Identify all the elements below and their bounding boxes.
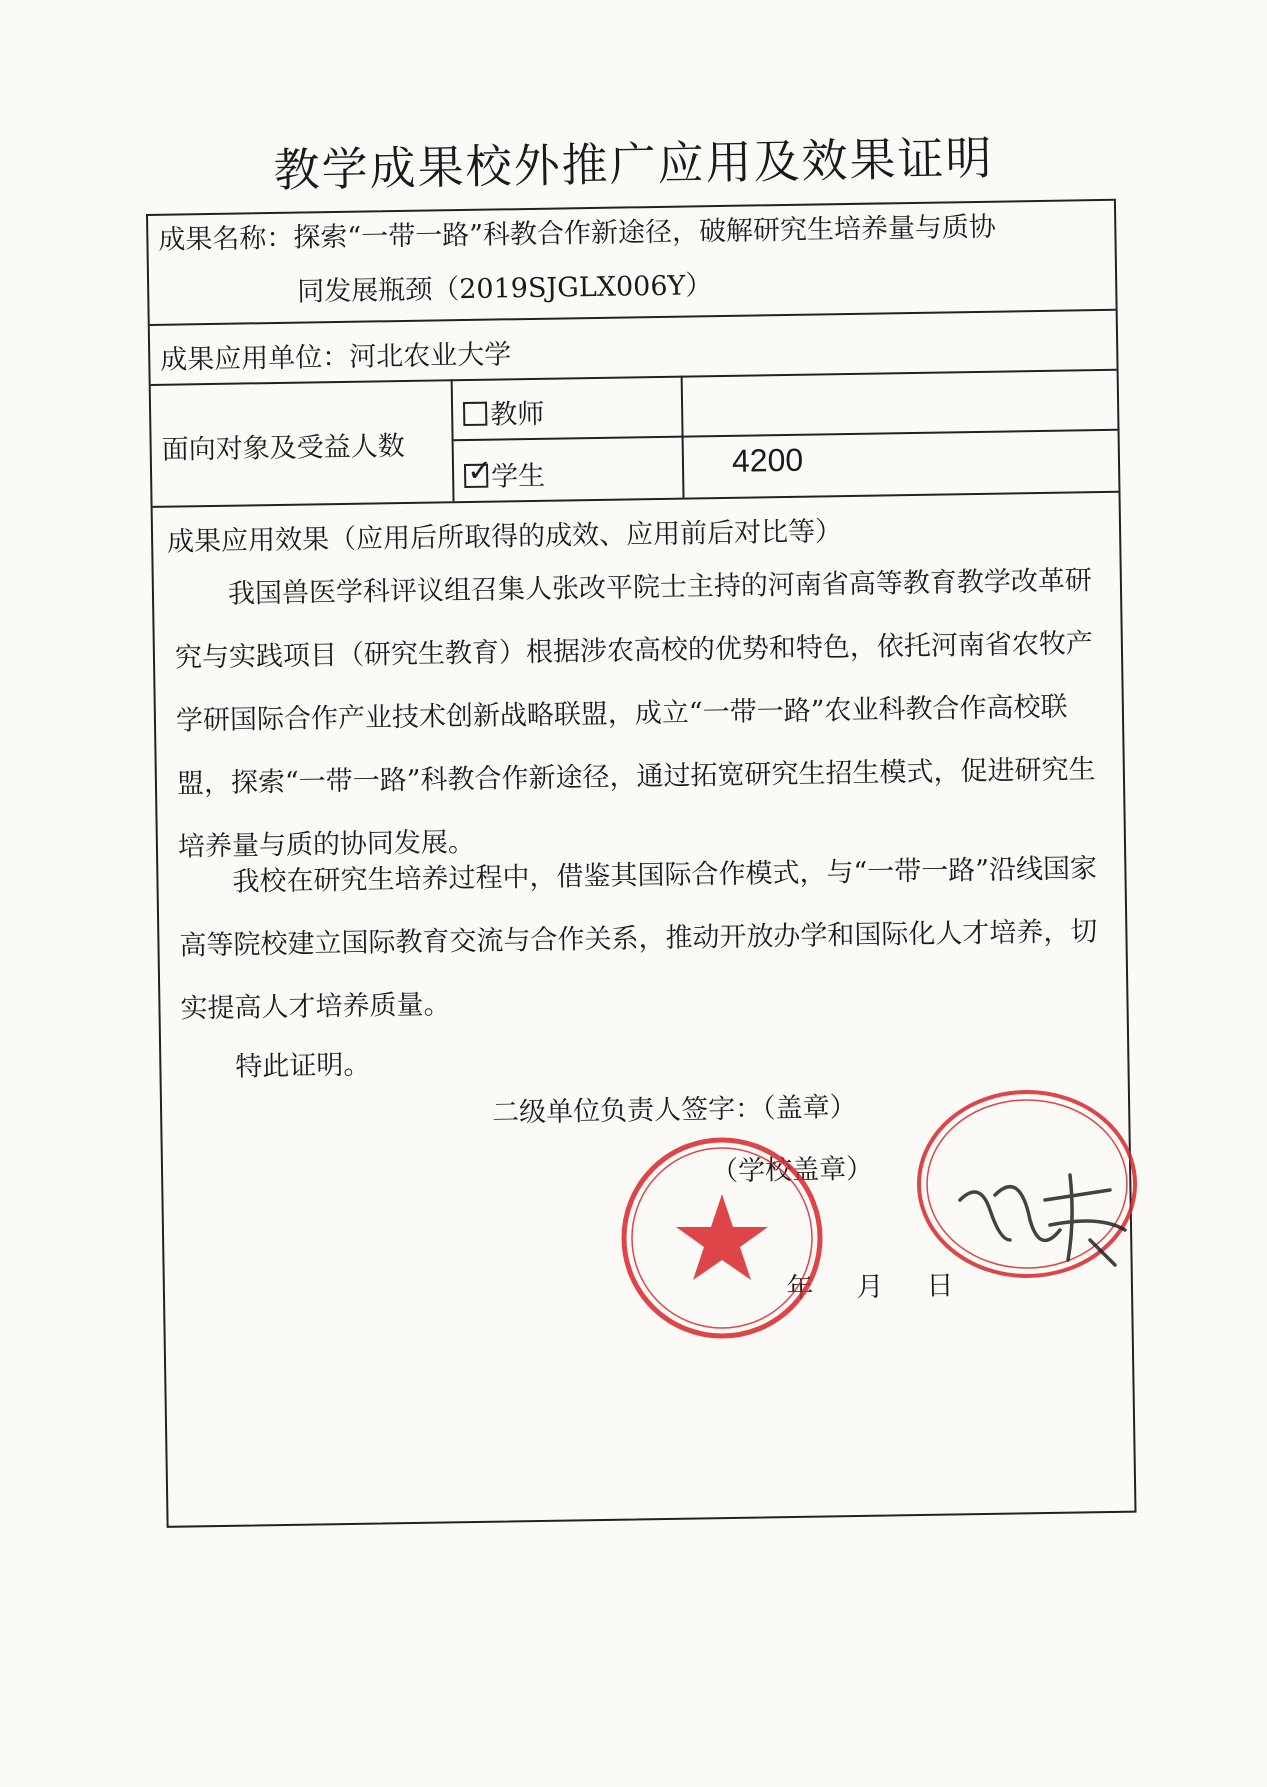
date-day: 日 [926, 1270, 954, 1302]
unit-value: 河北农业大学 [349, 339, 512, 373]
achievement-row [158, 205, 996, 257]
effect-paragraph-1: 我国兽医学科评议组召集人张改平院士主持的河南省高等教育教学改革研究与实践项目（研究生教育）根据涉农高校的优势和特色，依托河南省农牧产学研国际合作产业技术创新战略联盟，成立“一带一路”农业科教合作高校联盟，探索“一带一路”科教合作新途径，通过拓宽研究生招生模式，促进研究生培养量与质的协同发展。 [174, 565, 1096, 863]
beneficiaries-label: 面向对象及受益人数 [161, 430, 405, 466]
divider [452, 429, 1118, 441]
achievement-label: 成果名称： [158, 222, 294, 256]
handwritten-signature [950, 1160, 1140, 1270]
school-seal-label: （学校盖章） [710, 1153, 874, 1188]
school-seal-stamp [616, 1132, 828, 1344]
unit-head-signature-label: 二级单位负责人签字：（盖章） [491, 1091, 857, 1129]
date-month: 月 [856, 1271, 884, 1303]
unit-label: 成果应用单位： [160, 341, 350, 376]
divider [153, 491, 1119, 508]
effect-paragraph-2: 我校在研究生培养过程中，借鉴其国际合作模式，与“一带一路”沿线国家高等院校建立国际教育交流与合作关系，推动开放办学和国际化人才培养，切实提高人才培养质量。 [179, 853, 1098, 1025]
teacher-checkbox[interactable] [463, 402, 487, 426]
student-label: 学生 [490, 460, 546, 493]
teacher-label: 教师 [489, 398, 545, 431]
achievement-name-line2: 同发展瓶颈（2019SJGLX006Y） [297, 270, 713, 308]
student-count: 4200 [731, 441, 804, 479]
document-title: 教学成果校外推广应用及效果证明 [273, 130, 994, 198]
student-option[interactable] [464, 454, 546, 494]
unit-row [160, 332, 512, 377]
student-checkbox[interactable] [464, 464, 488, 488]
teacher-option[interactable] [463, 392, 545, 432]
divider [150, 309, 1116, 326]
effect-heading: 成果应用效果（应用后所取得的成效、应用前后对比等） [166, 516, 843, 558]
closing-text: 特此证明。 [235, 1049, 371, 1083]
achievement-name-line1: 探索“一带一路”科教合作新途径，破解研究生培养量与质协 [293, 211, 997, 254]
date-year: 年 [786, 1272, 814, 1305]
